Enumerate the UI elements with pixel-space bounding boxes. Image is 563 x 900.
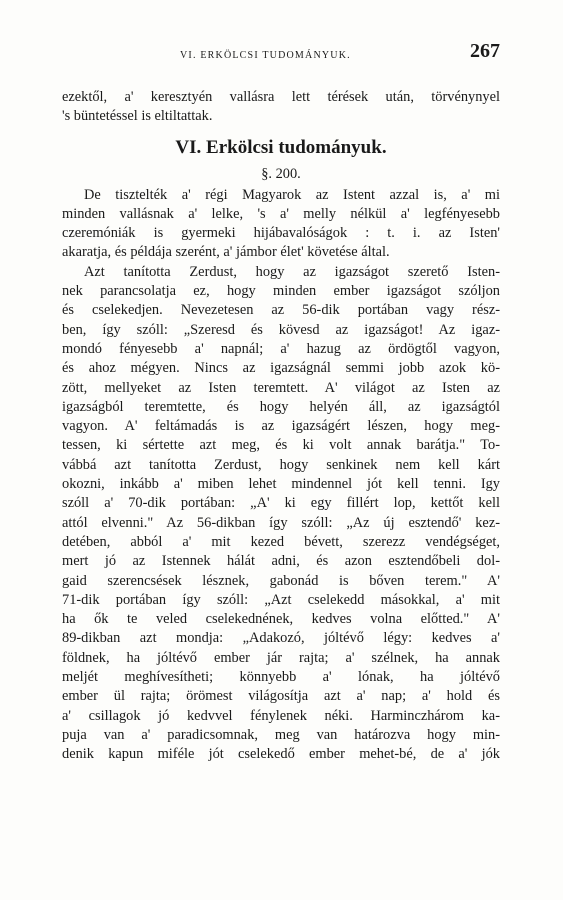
text-line: szóll a' 70-dik portában: „A' ki egy fillért lop, kettőt kell xyxy=(62,495,500,512)
text-line: 89-dikban azt mondja: „Adakozó, jóltévő légy: kedves a' xyxy=(62,630,500,647)
text-line: a' csillagok jó kedvvel fénylenek néki. Harminczhárom ka- xyxy=(62,707,500,724)
text-line: és cselekedjen. Nevezetesen az 56-dik portában vagy rész- xyxy=(62,302,500,319)
text-line: okozni, inkább a' miben lehet mindennel jót kell tenni. Igy xyxy=(62,476,500,493)
text-line: földnek, ha jóltévő ember jár rajta; a' szélnek, ha annak xyxy=(62,649,500,666)
text-line: ezektől, a' keresztyén vallásra lett térések után, törvénynyel xyxy=(62,89,500,105)
text-line: és ahoz mégyen. Nincs az igazságnál semmi jobb azok kö- xyxy=(62,360,500,377)
text-line: minden vallásnak a' lelke, 's a' melly nélkül a' legfényesebb xyxy=(62,205,500,222)
intro-paragraph xyxy=(62,88,500,127)
text-line: attól elvenni." Az 56-dikban így szóll: „Az új esztendő' kez- xyxy=(62,514,500,531)
body-text xyxy=(62,88,500,765)
text-line: puja van a' paradicsomnak, meg van határozva hogy min- xyxy=(62,726,500,743)
text-line: vagyon. A' feltámadás is az igazságért lészen, hogy meg- xyxy=(62,418,500,435)
text-line: De tisztelték a' régi Magyarok az Istent azzal is, a' mi xyxy=(84,186,500,203)
section-heading: VI. Erkölcsi tudományuk. xyxy=(175,136,387,158)
text-line: zött, mellyeket az Isten teremtett. A' világot az Isten az xyxy=(62,379,500,396)
paragraph-2 xyxy=(62,263,500,765)
text-line: gaid szerencsések lésznek, gabonád is bőven terem." A' xyxy=(62,572,500,589)
text-line: tessen, ki sértette azt meg, és ki volt annak barátja." To- xyxy=(62,437,500,454)
text-line: ha ők te veled cselekednének, kedves volna előtted." A' xyxy=(62,611,500,628)
page-number: 267 xyxy=(470,40,500,62)
text-line: 71-dik portában így szóll: „Azt cselekedd másokkal, a' mit xyxy=(62,591,500,608)
text-line: nek parancsolatja ez, hogy minden ember igazságot szóljon xyxy=(62,283,500,300)
text-line: ben, így szóll: „Szeresd és kövesd az igazságot! Az igaz- xyxy=(62,321,500,338)
section-number: §. 200. xyxy=(261,165,301,182)
paragraph-1 xyxy=(62,186,500,263)
text-line: denik kapun miféle jót cselekedő ember mehet-bé, de a' jók xyxy=(62,746,500,763)
text-line: 's büntetéssel is eltiltattak. xyxy=(62,108,213,125)
text-line: detében, abból a' mit kezed bévett, szerezz vendégséget, xyxy=(62,533,500,550)
running-title: VI. ERKÖLCSI TUDOMÁNYUK. xyxy=(180,50,351,61)
text-line: meljét meghívesítheti; könnyebb a' lónak, ha jóltévő xyxy=(62,669,500,686)
text-line: czeremóniák is gyermeki hijábavalóságok : t. i. az Isten' xyxy=(62,225,500,242)
running-head xyxy=(60,40,500,68)
text-line: vábbá azt tanította Zerdust, hogy senkinek nem kell kárt xyxy=(62,456,500,473)
text-line: akaratja, és példája szerént, a' jámbor élet' követése által. xyxy=(62,244,390,261)
text-line: igazságból teremtette, és hogy helyén áll, az igazságtól xyxy=(62,398,500,415)
text-line: ember ül rajta; örömest világosítja azt a' nap; a' hold és xyxy=(62,688,500,705)
text-line: mert jó az Istennek hálát adni, és azon esztendőbeli dol- xyxy=(62,553,500,570)
text-line: Azt tanította Zerdust, hogy az igazságot szerető Isten- xyxy=(84,263,500,280)
text-line: mondó fényesebb a' napnál; a' hazug az ördögtől vagyon, xyxy=(62,340,500,357)
